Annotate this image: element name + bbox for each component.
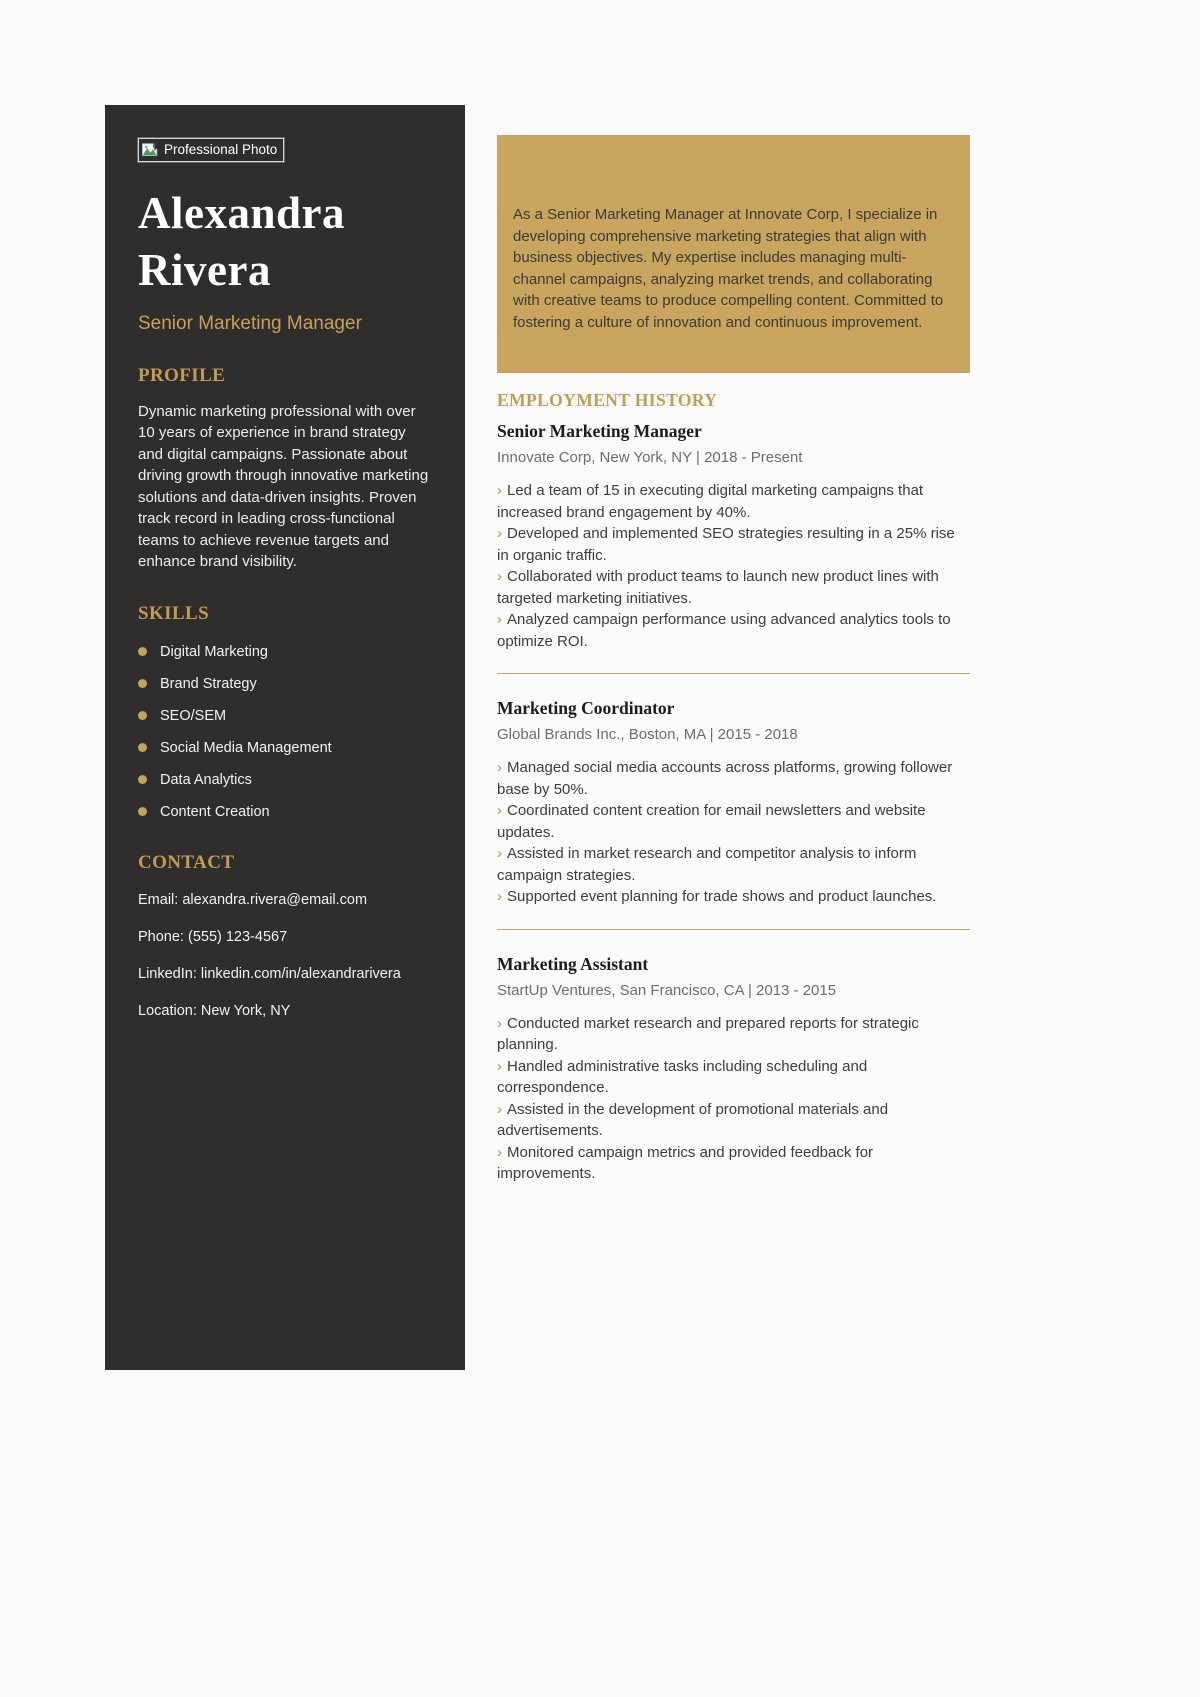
job-bullet: › Assisted in market research and competitor analysis to inform campaign strategies. [497, 845, 917, 884]
job-divider [497, 673, 970, 674]
job-bullet: › Handled administrative tasks including scheduling and correspondence. [497, 1057, 868, 1096]
skill-item [138, 802, 432, 822]
bullet-dot-icon [138, 679, 147, 688]
summary-box [497, 135, 970, 373]
job-divider [497, 929, 970, 930]
job-title: Senior Marketing Manager [497, 421, 702, 441]
contact-line: Email: alexandra.rivera@email.com [138, 891, 368, 908]
skill-label: Content Creation [160, 803, 270, 820]
chevron-bullet-icon: › [497, 1100, 502, 1118]
skills-heading: SKILLS [138, 602, 210, 624]
skill-label: Social Media Management [160, 739, 332, 756]
bullet-dot-icon [138, 647, 147, 656]
job-title: Marketing Assistant [497, 953, 649, 974]
skill-label: Digital Marketing [160, 643, 268, 660]
job-title: Marketing Coordinator [497, 698, 675, 718]
bullet-dot-icon [138, 807, 147, 816]
employment-history-heading: EMPLOYMENT HISTORY [497, 390, 718, 410]
job-bullet: › Monitored campaign metrics and provided feedback for improvements. [497, 1143, 874, 1182]
skill-item [138, 706, 432, 726]
job-bullet: › Conducted market research and prepared reports for strategic planning. [497, 1014, 919, 1053]
skill-label: SEO/SEM [160, 707, 227, 724]
job-bullet: › Managed social media accounts across platforms, growing follower base by 50%. [497, 759, 953, 798]
job-bullet-list [497, 480, 970, 652]
skill-item [138, 738, 432, 758]
job-entry [497, 953, 970, 1185]
chevron-bullet-icon: › [497, 611, 502, 628]
chevron-bullet-icon: › [497, 1057, 502, 1075]
job-bullet-list [497, 1013, 970, 1185]
chevron-bullet-icon: › [497, 482, 502, 499]
job-entry [497, 697, 970, 908]
broken-image-icon [142, 143, 159, 158]
job-bullet: › Assisted in the development of promotional materials and advertisements. [497, 1100, 889, 1139]
chevron-bullet-icon: › [497, 888, 502, 905]
candidate-job-title: Senior Marketing Manager [138, 312, 362, 334]
employment-jobs [497, 420, 970, 1185]
skills-list [138, 642, 432, 822]
job-meta: StartUp Ventures, San Francisco, CA | 2013 - 2015 [497, 981, 837, 999]
bullet-dot-icon [138, 743, 147, 752]
job-meta: Innovate Corp, New York, NY | 2018 - Present [497, 449, 803, 466]
contact-line: Location: New York, NY [138, 1002, 291, 1019]
job-bullet: › Supported event planning for trade shows and product launches. [497, 888, 937, 905]
main-column [497, 105, 970, 1185]
summary-text: As a Senior Marketing Manager at Innovate Corp, I specialize in developing comprehensive marketing strategies that align with business objectives. My expertise includes managing multi-channel campaigns, analyzing market trends, and collaborating with creative teams to produce compelling content. Committed to fostering a culture of innovation and continuous improvement. [513, 206, 944, 331]
job-bullet: › Collaborated with product teams to launch new product lines with targeted marketing initiatives. [497, 568, 939, 607]
chevron-bullet-icon: › [497, 845, 502, 862]
bullet-dot-icon [138, 711, 147, 720]
chevron-bullet-icon: › [497, 568, 502, 585]
chevron-bullet-icon: › [497, 1143, 502, 1161]
candidate-name: Alexandra Rivera [138, 187, 345, 296]
contact-heading: CONTACT [138, 851, 235, 873]
job-entry [497, 420, 970, 652]
job-bullet: › Led a team of 15 in executing digital marketing campaigns that increased brand engagement by 40%. [497, 482, 924, 521]
chevron-bullet-icon: › [497, 1014, 502, 1032]
skill-item [138, 674, 432, 694]
skill-label: Data Analytics [160, 771, 252, 788]
contact-list [138, 890, 432, 1021]
skill-item [138, 770, 432, 790]
job-meta: Global Brands Inc., Boston, MA | 2015 - 2018 [497, 726, 798, 743]
job-bullet: › Developed and implemented SEO strategies resulting in a 25% rise in organic traffic. [497, 525, 955, 564]
job-bullet: › Coordinated content creation for email newsletters and website updates. [497, 802, 926, 841]
profile-heading: PROFILE [138, 364, 226, 386]
chevron-bullet-icon: › [497, 525, 502, 542]
profile-photo-placeholder [138, 138, 284, 162]
skill-item [138, 642, 432, 662]
job-bullet-list [497, 757, 970, 908]
job-bullet: › Analyzed campaign performance using advanced analytics tools to optimize ROI. [497, 611, 951, 650]
contact-line: Phone: (555) 123-4567 [138, 928, 288, 945]
contact-line: LinkedIn: linkedin.com/in/alexandrarivera [138, 965, 401, 982]
photo-alt-text: Professional Photo [164, 142, 278, 157]
chevron-bullet-icon: › [497, 759, 502, 776]
chevron-bullet-icon: › [497, 802, 502, 819]
profile-summary-text: Dynamic marketing professional with over 10 years of experience in brand strategy and digital campaigns. Passionate about driving growth through innovative marketing solutions and data-driven insights. Proven track record in leading cross-functional teams to achieve revenue targets and enhance brand visibility. [138, 402, 429, 571]
sidebar [105, 105, 465, 1370]
skill-label: Brand Strategy [160, 675, 257, 692]
bullet-dot-icon [138, 775, 147, 784]
